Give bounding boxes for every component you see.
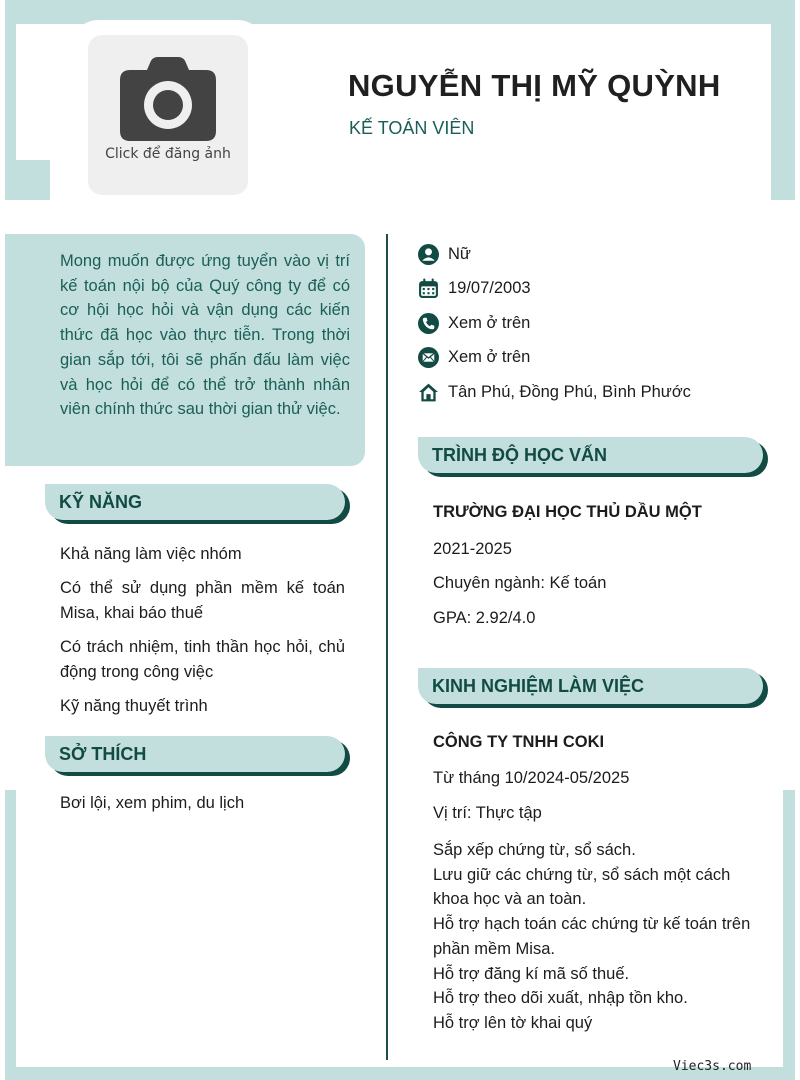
photo-upload-label: Click để đăng ảnh	[105, 146, 231, 162]
email-icon	[418, 347, 439, 368]
list-item: Sắp xếp chứng từ, sổ sách.	[433, 841, 636, 859]
email-value: Xem ở trên	[448, 348, 531, 366]
company-name: CÔNG TY TNHH COKI	[433, 733, 605, 751]
experience-header	[418, 668, 763, 704]
work-position: Vị trí: Thực tập	[433, 804, 542, 822]
birthday-value: 19/07/2003	[448, 279, 531, 297]
camera-icon	[120, 57, 216, 141]
study-years: 2021-2025	[433, 540, 512, 558]
job-title: KẾ TOÁN VIÊN	[349, 118, 475, 138]
watermark: Viec3s.com	[673, 1059, 752, 1074]
gender-value: Nữ	[448, 245, 471, 263]
education-header	[418, 437, 763, 473]
hobbies-text: Bơi lội, xem phim, du lịch	[60, 794, 245, 812]
phone-value: Xem ở trên	[448, 314, 531, 332]
address-value: Tân Phú, Đồng Phú, Bình Phước	[448, 383, 691, 401]
calendar-icon	[418, 278, 439, 299]
skills-header	[45, 484, 345, 520]
header-corner-decoration	[5, 160, 50, 200]
list-item: Có thể sử dụng phần mềm kế toán Misa, khai báo thuế	[60, 579, 345, 622]
hobbies-title: SỞ THÍCH	[59, 744, 147, 764]
list-item: Hỗ trợ hạch toán các chứng từ kế toán trên phần mềm Misa.	[433, 915, 751, 958]
list-item: Lưu giữ các chứng từ, sổ sách một cách khoa học và an toàn.	[433, 865, 731, 909]
photo-upload[interactable]	[88, 35, 248, 195]
user-icon	[418, 244, 439, 265]
candidate-name: NGUYỄN THỊ MỸ QUỲNH	[348, 68, 721, 103]
phone-icon	[418, 313, 439, 334]
career-objective-text: Mong muốn được ứng tuyển vào vị trí kế toán nội bộ của Quý công ty để có cơ hội học hỏi và vận dụng các kiến thức đã học vào thực tiễn. Trong thời gian sắp tới, tôi sẽ phấn đấu làm việc và học hỏi để có thể trở thành nhân viên chính thức sau thời gian thử việc.	[60, 252, 350, 419]
list-item: Có trách nhiệm, tinh thần học hỏi, chủ động trong công việc	[60, 638, 345, 681]
hobbies-header	[45, 736, 345, 772]
home-icon	[418, 382, 439, 403]
study-major: Chuyên ngành: Kế toán	[433, 574, 607, 592]
experience-title: KINH NGHIỆM LÀM VIỆC	[432, 676, 645, 696]
gpa-value: GPA: 2.92/4.0	[433, 609, 536, 627]
list-item: Hỗ trợ đăng kí mã số thuế.	[433, 964, 630, 983]
career-objective-box	[5, 234, 365, 466]
column-divider	[386, 234, 388, 1060]
education-title: TRÌNH ĐỘ HỌC VẤN	[432, 445, 607, 465]
list-item: Hỗ trợ theo dõi xuất, nhập tồn kho.	[433, 989, 688, 1008]
list-item: Kỹ năng thuyết trình	[60, 697, 208, 716]
list-item: Hỗ trợ lên tờ khai quý	[433, 1013, 593, 1032]
skills-title: KỸ NĂNG	[59, 492, 143, 512]
list-item: Khả năng làm việc nhóm	[60, 545, 242, 563]
school-name: TRƯỜNG ĐẠI HỌC THỦ DẦU MỘT	[433, 503, 702, 521]
duties-list	[433, 838, 753, 1036]
work-period: Từ tháng 10/2024-05/2025	[433, 769, 630, 787]
skills-list	[60, 542, 345, 728]
